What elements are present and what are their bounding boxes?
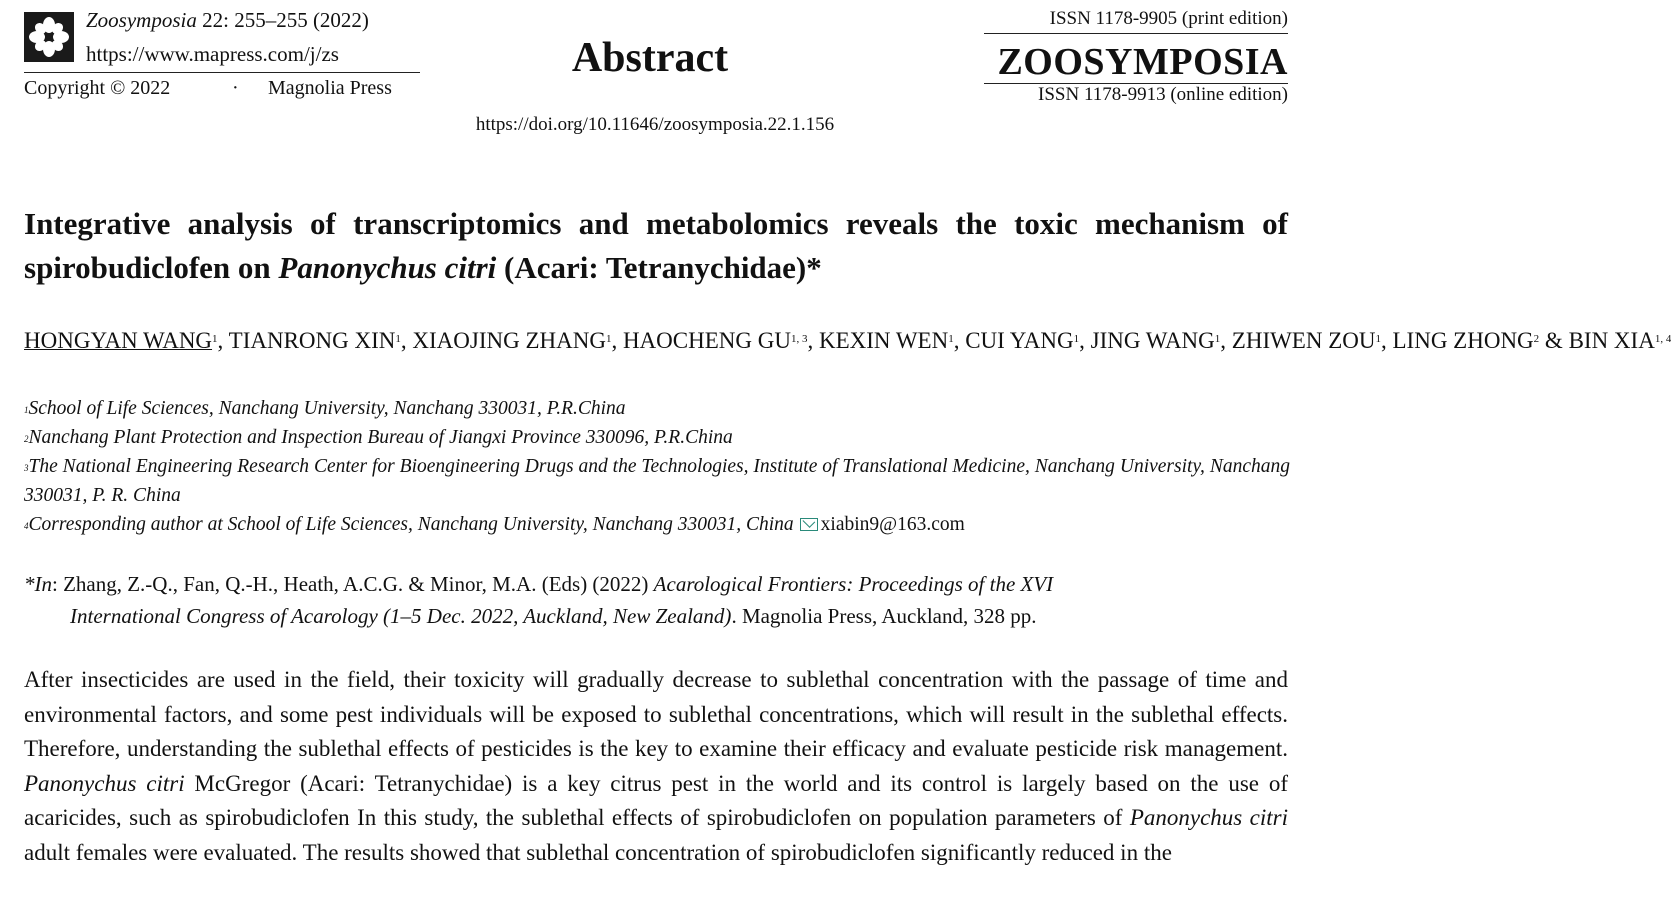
envelope-icon[interactable] bbox=[800, 518, 818, 531]
proceedings-note bbox=[24, 568, 1290, 632]
body-text: After insecticides are used in the field, their toxicity will gradually decrease to sublethal concentration with the passage of time and environmental factors, and some pest individuals will be exposed to sublethal concentrations, which will result in the sublethal effects. Therefore, understanding the sublethal effects of pesticides is the key to examine their efficacy and evaluate pesticide risk management. bbox=[24, 667, 1288, 761]
author-name: BIN XIA bbox=[1568, 328, 1655, 353]
affiliation-number: 3 bbox=[24, 463, 29, 473]
affiliation-item bbox=[24, 452, 1290, 510]
affiliation-item bbox=[24, 510, 1290, 539]
section-heading: Abstract bbox=[571, 35, 729, 81]
author-name: CUI YANG bbox=[965, 328, 1074, 353]
author-affiliation-mark: 1, 4 bbox=[1654, 333, 1671, 345]
author-separator: , bbox=[807, 328, 819, 353]
author-separator: , bbox=[1220, 328, 1232, 353]
body-text: adult females were evaluated. The results showed that sublethal concentration of spirobudiclofen significantly reduced in the bbox=[24, 839, 1172, 865]
journal-brand: ZOOSYMPOSIA bbox=[997, 41, 1288, 83]
author-name: ZHIWEN ZOU bbox=[1231, 328, 1376, 353]
author-affiliation-mark: 1, 3 bbox=[790, 333, 808, 345]
author-name: KEXIN WEN bbox=[818, 328, 949, 353]
author-name: HAOCHENG GU bbox=[622, 328, 791, 353]
author-name[interactable]: HONGYAN WANG bbox=[24, 328, 213, 353]
abstract-body bbox=[24, 663, 1288, 870]
affiliation-text: School of Life Sciences, Nanchang University, Nanchang 330031, P.R.China bbox=[28, 398, 626, 419]
affiliation-item bbox=[24, 394, 1290, 423]
affiliation-text: Corresponding author at School of Life Sciences, Nanchang University, Nanchang 330031, China bbox=[28, 514, 794, 535]
author-separator: , bbox=[1381, 328, 1393, 353]
publisher-info: . Magnolia Press, Auckland, 328 pp. bbox=[731, 604, 1037, 628]
author-affiliation-mark: 1 bbox=[1214, 333, 1221, 345]
copyright-notice: Copyright © 2022 bbox=[24, 77, 171, 99]
author-affiliation-mark: 1 bbox=[605, 333, 612, 345]
author-name: JING WANG bbox=[1090, 328, 1215, 353]
affiliation-list bbox=[24, 394, 1290, 539]
author-affiliation-mark: 1 bbox=[395, 333, 401, 345]
affiliation-number: 4 bbox=[24, 521, 29, 531]
in-label: *In bbox=[24, 572, 52, 596]
author-separator: & bbox=[1539, 328, 1569, 353]
issn-online: ISSN 1178-9913 (online edition) bbox=[1038, 84, 1288, 105]
author-name: XIAOJING ZHANG bbox=[412, 328, 606, 353]
title-part-1: Integrative analysis of transcriptomics and metabolomics reveals the toxic mechanism of spirobudiclofen on bbox=[24, 206, 1288, 285]
author-affiliation-mark: 2 bbox=[1533, 333, 1540, 345]
article-title bbox=[24, 202, 1288, 290]
author-name: TIANRONG XIN bbox=[228, 328, 396, 353]
proceedings-title-2: International Congress of Acarology (1–5 Dec. 2022, Auckland, New Zealand) bbox=[70, 604, 732, 628]
doi-link[interactable]: https://doi.org/10.11646/zoosymposia.22.1.156 bbox=[475, 114, 835, 135]
author-affiliation-mark: 1 bbox=[212, 333, 218, 345]
brand-rule-top bbox=[984, 33, 1288, 34]
corresponding-email-link[interactable]: xiabin9@163.com bbox=[820, 514, 965, 535]
author-affiliation-mark: 1 bbox=[948, 333, 954, 345]
proceedings-title-1: Acarological Frontiers: Proceedings of the XVI bbox=[653, 572, 1054, 596]
flower-logo-icon bbox=[24, 12, 74, 62]
editors-text: : Zhang, Z.-Q., Fan, Q.-H., Heath, A.C.G. & Minor, M.A. (Eds) (2022) bbox=[52, 572, 654, 596]
author-separator: , bbox=[400, 328, 413, 353]
affiliation-number: 1 bbox=[24, 405, 29, 415]
author-separator: , bbox=[953, 328, 966, 353]
title-species: Panonychus citri bbox=[278, 250, 497, 285]
header-divider bbox=[24, 72, 420, 73]
affiliation-number: 2 bbox=[24, 434, 29, 444]
affiliation-text: Nanchang Plant Protection and Inspection Bureau of Jiangxi Province 330096, P.R.China bbox=[28, 427, 733, 448]
author-separator: , bbox=[1079, 328, 1091, 353]
author-affiliation-mark: 1 bbox=[1073, 333, 1080, 345]
journal-citation bbox=[86, 8, 369, 33]
author-name: LING ZHONG bbox=[1392, 328, 1534, 353]
author-separator: , bbox=[611, 328, 623, 353]
separator-dot: · bbox=[232, 77, 239, 99]
title-part-2: (Acari: Tetranychidae)* bbox=[496, 250, 822, 285]
body-text: McGregor (Acari: Tetranychidae) is a key citrus pest in the world and its control is largely based on the use of acaricides, such as spirobudiclofen In this study, the sublethal effects of spirobudiclofen on population parameters of bbox=[24, 770, 1288, 830]
author-list bbox=[24, 324, 1671, 358]
affiliation-item bbox=[24, 423, 1290, 452]
journal-url-link[interactable]: https://www.mapress.com/j/zs bbox=[86, 42, 339, 66]
body-species: Panonychus citri bbox=[1129, 805, 1288, 830]
volume-pages-year: 22: 255–255 (2022) bbox=[196, 8, 369, 32]
author-affiliation-mark: 1 bbox=[1375, 333, 1381, 345]
issn-print: ISSN 1178-9905 (print edition) bbox=[1049, 8, 1288, 29]
journal-name: Zoosymposia bbox=[86, 8, 197, 32]
author-separator: , bbox=[217, 328, 229, 353]
publisher-name: Magnolia Press bbox=[268, 77, 392, 99]
body-species: Panonychus citri bbox=[24, 770, 185, 796]
affiliation-text: The National Engineering Research Center for Bioengineering Drugs and the Technologies, Institute of Translational Medicine, Nanchang University, Nanchang 330031, P. R. China bbox=[24, 456, 1290, 506]
